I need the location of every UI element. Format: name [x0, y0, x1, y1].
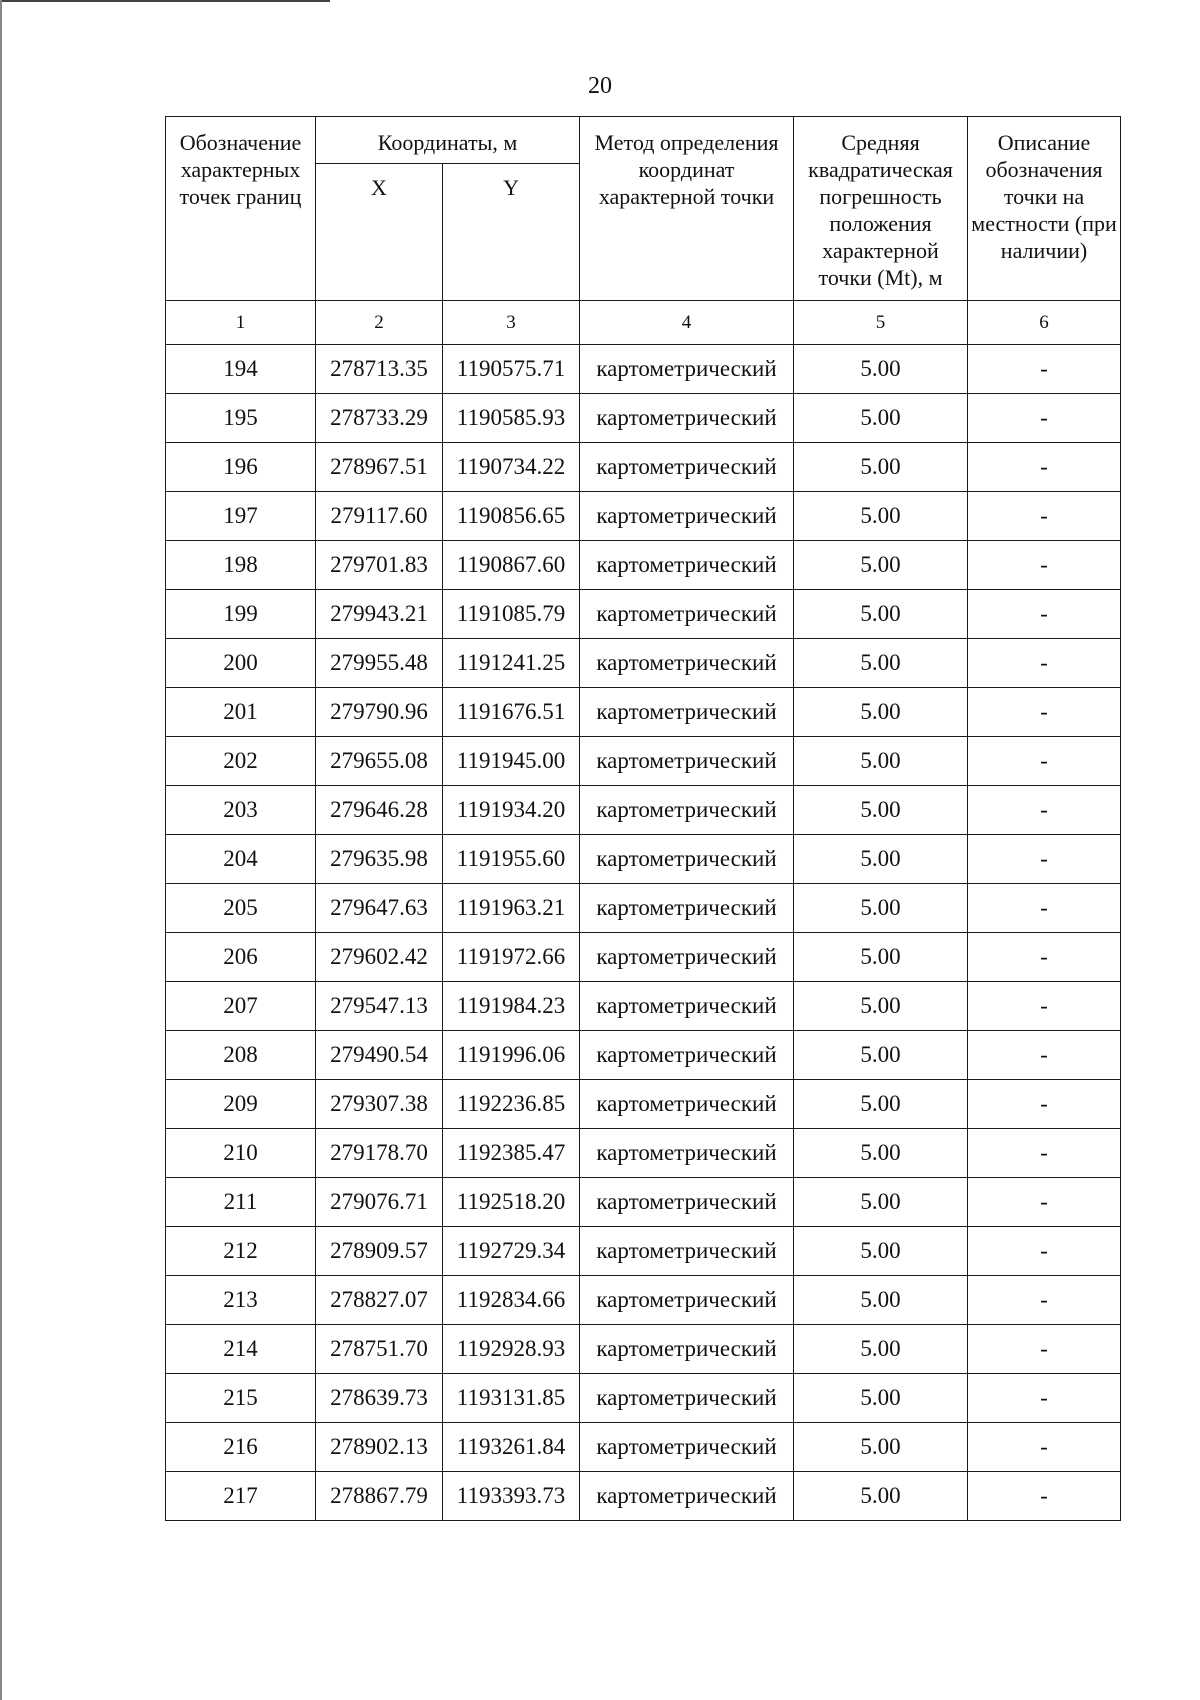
cell-description: -: [968, 394, 1121, 443]
cell-point-number: 200: [166, 639, 316, 688]
cell-y-coordinate: 1190867.60: [443, 541, 580, 590]
cell-mean-square-error: 5.00: [794, 1276, 968, 1325]
cell-description: -: [968, 1227, 1121, 1276]
cell-mean-square-error: 5.00: [794, 1423, 968, 1472]
table-row: [166, 1178, 1121, 1227]
header-method: Метод определения координат характерной точки: [580, 117, 794, 301]
cell-y-coordinate: 1192834.66: [443, 1276, 580, 1325]
cell-method: картометрический: [580, 443, 794, 492]
header-coordinates: Координаты, м: [316, 117, 580, 164]
cell-x-coordinate: 278751.70: [316, 1325, 443, 1374]
table-row: [166, 1031, 1121, 1080]
cell-y-coordinate: 1192236.85: [443, 1080, 580, 1129]
cell-mean-square-error: 5.00: [794, 835, 968, 884]
cell-y-coordinate: 1191085.79: [443, 590, 580, 639]
table-row: [166, 688, 1121, 737]
column-number-row: [166, 301, 1121, 345]
cell-method: картометрический: [580, 982, 794, 1031]
column-number: 4: [580, 301, 794, 345]
cell-x-coordinate: 279490.54: [316, 1031, 443, 1080]
cell-description: -: [968, 1325, 1121, 1374]
cell-x-coordinate: 279955.48: [316, 639, 443, 688]
cell-x-coordinate: 279701.83: [316, 541, 443, 590]
cell-y-coordinate: 1191676.51: [443, 688, 580, 737]
cell-mean-square-error: 5.00: [794, 1031, 968, 1080]
table-row: [166, 1325, 1121, 1374]
table-row: [166, 884, 1121, 933]
cell-description: -: [968, 884, 1121, 933]
header-mean-square-error: Средняя квадратическая погрешность положения характерной точки (Mt), м: [794, 117, 968, 301]
cell-x-coordinate: 279790.96: [316, 688, 443, 737]
cell-description: -: [968, 1276, 1121, 1325]
cell-description: -: [968, 1080, 1121, 1129]
cell-description: -: [968, 786, 1121, 835]
cell-point-number: 201: [166, 688, 316, 737]
cell-mean-square-error: 5.00: [794, 786, 968, 835]
page-number: 20: [588, 73, 612, 99]
cell-description: -: [968, 541, 1121, 590]
cell-x-coordinate: 279178.70: [316, 1129, 443, 1178]
table-row: [166, 933, 1121, 982]
cell-mean-square-error: 5.00: [794, 394, 968, 443]
cell-method: картометрический: [580, 786, 794, 835]
cell-y-coordinate: 1191972.66: [443, 933, 580, 982]
cell-x-coordinate: 279943.21: [316, 590, 443, 639]
cell-method: картометрический: [580, 1374, 794, 1423]
table-header: [166, 117, 1121, 301]
coordinates-table: [165, 116, 1121, 1521]
cell-description: -: [968, 1031, 1121, 1080]
cell-description: -: [968, 345, 1121, 394]
cell-y-coordinate: 1193131.85: [443, 1374, 580, 1423]
cell-mean-square-error: 5.00: [794, 982, 968, 1031]
cell-point-number: 210: [166, 1129, 316, 1178]
cell-mean-square-error: 5.00: [794, 1374, 968, 1423]
cell-description: -: [968, 590, 1121, 639]
cell-x-coordinate: 279602.42: [316, 933, 443, 982]
cell-method: картометрический: [580, 345, 794, 394]
cell-description: -: [968, 835, 1121, 884]
cell-method: картометрический: [580, 1325, 794, 1374]
cell-mean-square-error: 5.00: [794, 345, 968, 394]
table-row: [166, 443, 1121, 492]
cell-mean-square-error: 5.00: [794, 492, 968, 541]
table-row: [166, 982, 1121, 1031]
header-point-designation: Обозначение характерных точек границ: [166, 117, 316, 301]
cell-method: картометрический: [580, 1080, 794, 1129]
cell-x-coordinate: 278967.51: [316, 443, 443, 492]
cell-mean-square-error: 5.00: [794, 1129, 968, 1178]
cell-method: картометрический: [580, 884, 794, 933]
table-row: [166, 1227, 1121, 1276]
cell-method: картометрический: [580, 492, 794, 541]
cell-x-coordinate: 278909.57: [316, 1227, 443, 1276]
cell-description: -: [968, 639, 1121, 688]
cell-point-number: 202: [166, 737, 316, 786]
table-row: [166, 1423, 1121, 1472]
table-row: [166, 786, 1121, 835]
cell-x-coordinate: 279655.08: [316, 737, 443, 786]
scan-edge-line-top: [0, 0, 330, 2]
cell-method: картометрический: [580, 1129, 794, 1178]
cell-y-coordinate: 1191963.21: [443, 884, 580, 933]
cell-method: картометрический: [580, 590, 794, 639]
cell-point-number: 208: [166, 1031, 316, 1080]
cell-description: -: [968, 933, 1121, 982]
table-row: [166, 1129, 1121, 1178]
cell-mean-square-error: 5.00: [794, 639, 968, 688]
cell-method: картометрический: [580, 541, 794, 590]
table-body: [166, 301, 1121, 1521]
cell-mean-square-error: 5.00: [794, 1080, 968, 1129]
cell-x-coordinate: 278902.13: [316, 1423, 443, 1472]
cell-mean-square-error: 5.00: [794, 884, 968, 933]
cell-mean-square-error: 5.00: [794, 1325, 968, 1374]
cell-description: -: [968, 1472, 1121, 1521]
cell-method: картометрический: [580, 737, 794, 786]
cell-description: -: [968, 1374, 1121, 1423]
cell-point-number: 198: [166, 541, 316, 590]
table-row: [166, 394, 1121, 443]
cell-x-coordinate: 278827.07: [316, 1276, 443, 1325]
cell-point-number: 197: [166, 492, 316, 541]
table-row: [166, 345, 1121, 394]
cell-method: картометрический: [580, 394, 794, 443]
cell-mean-square-error: 5.00: [794, 737, 968, 786]
cell-y-coordinate: 1193393.73: [443, 1472, 580, 1521]
cell-x-coordinate: 279076.71: [316, 1178, 443, 1227]
table-row: [166, 737, 1121, 786]
cell-x-coordinate: 279647.63: [316, 884, 443, 933]
table-row: [166, 1374, 1121, 1423]
table-row: [166, 835, 1121, 884]
cell-point-number: 204: [166, 835, 316, 884]
cell-method: картометрический: [580, 835, 794, 884]
cell-x-coordinate: 279117.60: [316, 492, 443, 541]
cell-point-number: 207: [166, 982, 316, 1031]
column-number: 1: [166, 301, 316, 345]
cell-point-number: 194: [166, 345, 316, 394]
cell-point-number: 203: [166, 786, 316, 835]
table-row: [166, 1276, 1121, 1325]
cell-description: -: [968, 688, 1121, 737]
cell-mean-square-error: 5.00: [794, 443, 968, 492]
cell-point-number: 209: [166, 1080, 316, 1129]
cell-y-coordinate: 1190575.71: [443, 345, 580, 394]
cell-point-number: 214: [166, 1325, 316, 1374]
header-y: Y: [443, 164, 580, 301]
cell-description: -: [968, 1423, 1121, 1472]
table-row: [166, 1080, 1121, 1129]
column-number: 3: [443, 301, 580, 345]
column-number: 2: [316, 301, 443, 345]
column-number: 5: [794, 301, 968, 345]
cell-mean-square-error: 5.00: [794, 1227, 968, 1276]
cell-x-coordinate: 278867.79: [316, 1472, 443, 1521]
cell-description: -: [968, 737, 1121, 786]
cell-y-coordinate: 1191241.25: [443, 639, 580, 688]
cell-mean-square-error: 5.00: [794, 1178, 968, 1227]
cell-x-coordinate: 279547.13: [316, 982, 443, 1031]
cell-point-number: 199: [166, 590, 316, 639]
cell-y-coordinate: 1192928.93: [443, 1325, 580, 1374]
cell-description: -: [968, 443, 1121, 492]
header-description: Описание обозначения точки на местности (при наличии): [968, 117, 1121, 301]
cell-x-coordinate: 279646.28: [316, 786, 443, 835]
table-row: [166, 1472, 1121, 1521]
cell-x-coordinate: 278639.73: [316, 1374, 443, 1423]
cell-point-number: 196: [166, 443, 316, 492]
cell-method: картометрический: [580, 688, 794, 737]
cell-point-number: 211: [166, 1178, 316, 1227]
cell-y-coordinate: 1190856.65: [443, 492, 580, 541]
cell-point-number: 215: [166, 1374, 316, 1423]
cell-y-coordinate: 1192518.20: [443, 1178, 580, 1227]
cell-y-coordinate: 1190734.22: [443, 443, 580, 492]
cell-mean-square-error: 5.00: [794, 541, 968, 590]
cell-point-number: 217: [166, 1472, 316, 1521]
cell-y-coordinate: 1191984.23: [443, 982, 580, 1031]
cell-description: -: [968, 1178, 1121, 1227]
cell-method: картометрический: [580, 1276, 794, 1325]
cell-point-number: 205: [166, 884, 316, 933]
cell-point-number: 206: [166, 933, 316, 982]
cell-mean-square-error: 5.00: [794, 933, 968, 982]
cell-y-coordinate: 1191934.20: [443, 786, 580, 835]
cell-point-number: 213: [166, 1276, 316, 1325]
cell-method: картометрический: [580, 1227, 794, 1276]
cell-mean-square-error: 5.00: [794, 590, 968, 639]
cell-point-number: 216: [166, 1423, 316, 1472]
cell-y-coordinate: 1190585.93: [443, 394, 580, 443]
scan-edge-line-left: [0, 0, 2, 1700]
cell-y-coordinate: 1191955.60: [443, 835, 580, 884]
cell-description: -: [968, 982, 1121, 1031]
cell-x-coordinate: 279307.38: [316, 1080, 443, 1129]
header-x: X: [316, 164, 443, 301]
cell-x-coordinate: 278713.35: [316, 345, 443, 394]
cell-method: картометрический: [580, 1472, 794, 1521]
table-row: [166, 639, 1121, 688]
cell-y-coordinate: 1192729.34: [443, 1227, 580, 1276]
cell-y-coordinate: 1191996.06: [443, 1031, 580, 1080]
table-row: [166, 590, 1121, 639]
cell-mean-square-error: 5.00: [794, 1472, 968, 1521]
cell-description: -: [968, 492, 1121, 541]
cell-x-coordinate: 279635.98: [316, 835, 443, 884]
table-row: [166, 541, 1121, 590]
cell-method: картометрический: [580, 639, 794, 688]
cell-point-number: 195: [166, 394, 316, 443]
cell-method: картометрический: [580, 1178, 794, 1227]
cell-method: картометрический: [580, 1031, 794, 1080]
cell-y-coordinate: 1193261.84: [443, 1423, 580, 1472]
cell-y-coordinate: 1191945.00: [443, 737, 580, 786]
table-row: [166, 492, 1121, 541]
cell-x-coordinate: 278733.29: [316, 394, 443, 443]
cell-point-number: 212: [166, 1227, 316, 1276]
cell-method: картометрический: [580, 933, 794, 982]
cell-method: картометрический: [580, 1423, 794, 1472]
cell-description: -: [968, 1129, 1121, 1178]
cell-y-coordinate: 1192385.47: [443, 1129, 580, 1178]
column-number: 6: [968, 301, 1121, 345]
cell-mean-square-error: 5.00: [794, 688, 968, 737]
